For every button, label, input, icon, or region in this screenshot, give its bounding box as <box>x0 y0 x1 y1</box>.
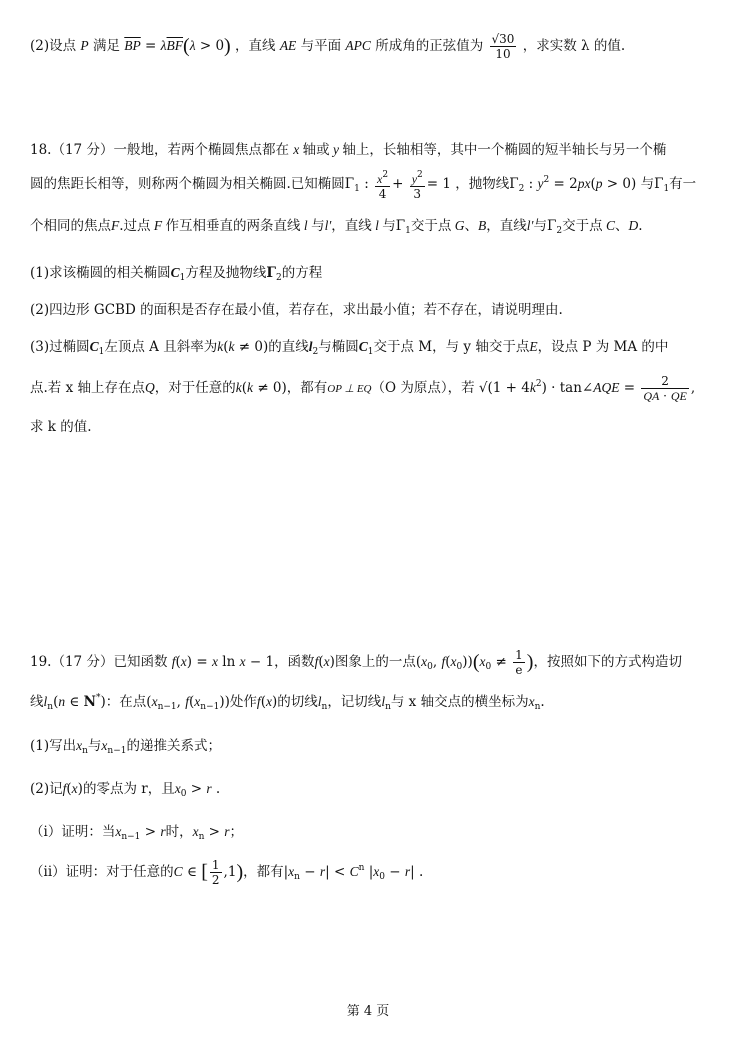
q19-part2-ii: （ii）证明：对于任意的C ∈ [ $\frac{1}{2}$ ,1)，都有$|x_n - r| < C^n$ $|x_0 - r|$ . <box>30 858 424 887</box>
q18-p2: (2)四边形 GCBD 的面积是否存在最小值，若存在，求出最小值；若不存在，请说明理由. <box>30 302 563 318</box>
frac-1-over-e: $\frac{1}{e}$ <box>515 648 523 677</box>
q18-line3d: 与 <box>311 218 325 234</box>
q19-h2: ，函数 <box>274 654 315 670</box>
math-P: P <box>80 38 89 53</box>
frac-y2-3: $\frac{y^2}{3}$ <box>411 170 423 201</box>
q18-part3-line2: 点.若 x 轴上存在点Q，对于任意的k(k ≠ 0)，都有OP ⊥ EQ（O 为原点），若 $√(1 + 4k^2)$ · tan∠AQE = $\frac{2}{\overline{QA} \cdot \overline{QE}}$ , <box>30 374 696 403</box>
q19-p2b: 的零点为 r，且 <box>82 781 175 797</box>
q19-part2: (2)记f(x)的零点为 r，且$x_0 > r$ . <box>30 781 221 799</box>
q17-part2-mid2: ，直线 <box>235 38 276 54</box>
q18-line3j: 交于点 <box>562 218 603 234</box>
q18-part3-line3 <box>30 415 92 435</box>
q18-part1: (1)求该椭圆的相关椭圆$C_1$方程及抛物线$\Gamma_2$的方程 <box>30 265 323 283</box>
q18-p3j: （O 为原点），若 <box>371 380 475 396</box>
q18-p3e: 交于点 M，与 y 轴交于点 <box>373 339 530 355</box>
q19-pi-b: 时， <box>165 824 193 840</box>
q18-part2 <box>30 298 563 318</box>
q19-part1: (1)写出$x_n$与$x_{n-1}$的递推关系式； <box>30 738 221 756</box>
q19-l2a: 线 <box>30 694 44 710</box>
q19-l2d: 的切线 <box>277 694 318 710</box>
q18-line3h: ，直线 <box>486 218 527 234</box>
q18-line2c: 与 <box>640 176 655 192</box>
q19-l2b: ：在点 <box>105 694 147 710</box>
q17-part2-mid4: 所成角的正弦值为 <box>375 38 484 54</box>
q19-l2e: ，记切线 <box>327 694 382 710</box>
q18-h3: 轴上，长轴相等，其中一个椭圆的短半轴长与另一个椭 <box>342 142 667 158</box>
fraction-sqrt30-over-10: $\frac{√30}{10}$ <box>491 32 515 61</box>
q18-line3b: 过点 <box>123 218 151 234</box>
q18-line2: 圆的焦距长相等，则称两个椭圆为相关椭圆.已知椭圆$\Gamma_1$ : $\frac{x^2}{4}$ + $\frac{y^2}{3}$ = 1 ，抛物线$\Gamma_2$ : $y^2 = 2px(p > 0)$ 与$\Gamma_1$有一 <box>30 170 697 201</box>
q18-line3: 个相同的焦点F.过点 F 作互相垂直的两条直线 l 与l′，直线 l 与$\Gamma_1$交于点 G、B，直线l′与$\Gamma_2$交于点 C、D. <box>30 218 643 236</box>
q18-p3b: 左顶点 A 且斜率为 <box>104 339 218 355</box>
q17-part2-tail: ，求实数 λ 的值. <box>522 38 626 54</box>
q18-line3g: 交于点 <box>410 218 452 234</box>
q18-line3e: ，直线 <box>331 218 372 234</box>
q19-h4: ，按照如下的方式构造切 <box>533 654 682 670</box>
q18-h2: 轴或 <box>302 142 330 158</box>
q19-pii-a: （ii）证明：对于任意的 <box>30 864 174 880</box>
q19-l2f: 与 x 轴交点的横坐标为 <box>390 694 529 710</box>
q18-p1a: (1)求该椭圆的相关椭圆 <box>30 265 171 281</box>
vector-BP: $\overline{BP}$ <box>124 38 141 53</box>
q19-pii-b: ，都有 <box>243 864 284 880</box>
q18-p3a: (3)过椭圆 <box>30 339 90 355</box>
q18-line2a: 圆的焦距长相等，则称两个椭圆为相关椭圆.已知椭圆 <box>30 176 345 192</box>
q19-pi-a: （i）证明：当 <box>30 824 116 840</box>
q19-p1c: 的递推关系式； <box>126 738 221 754</box>
q18-part3-line1: (3)过椭圆$C_1$左顶点 A 且斜率为k(k ≠ 0)的直线$l_2$与椭圆$C_1$交于点 M，与 y 轴交于点E，设点 P 为 MA 的中 <box>30 339 669 357</box>
q18-p1c: 的方程 <box>281 265 323 281</box>
q18-p3f: ，设点 P 为 MA 的中 <box>537 339 669 355</box>
q19-h3: 图象上的一点 <box>334 654 416 670</box>
q19-line2: 线$l_n(n$ ∈ N*)：在点($x_{n-1}$, $f(x_{n-1})$)处作f(x)的切线$l_n$，记切线$l_n$与 x 轴交点的横坐标为$x_n$. <box>30 693 545 712</box>
q18-p1b: 方程及抛物线 <box>185 265 267 281</box>
q19-header-line: 19.（17 分）已知函数 f(x) = x ln x − 1，函数f(x)图象上的一点($x_0$, $f(x_0))(x_0$ ≠ $\frac{1}{e}$ )，按照如下的方式构造切 <box>30 648 682 677</box>
vector-BF: $\overline{BF}$ <box>166 38 184 53</box>
q17-part2-mid3: 与平面 <box>300 38 342 54</box>
q17-part2-prefix: (2)设点 <box>30 38 77 54</box>
q19-p1a: (1)写出 <box>30 738 77 754</box>
q18-line3c: 作互相垂直的两条直线 <box>165 218 301 234</box>
q18-p3i: ，都有 <box>286 380 328 396</box>
q19-p2a: (2)记 <box>30 781 63 797</box>
q17-part2-mid1: 满足 <box>92 38 120 54</box>
page-footer: 第 4 页 <box>346 1004 390 1019</box>
q18-line2b: ，抛物线 <box>455 176 510 192</box>
q18-line3a: 个相同的焦点 <box>30 218 111 234</box>
q17-part2-line: (2)设点 P 满足 $\overline{BP} = \lambda\overline{BF}(\lambda > 0)$ ，直线 AE 与平面 APC 所成角的正弦值为 $\frac{√30}{10}$ ，求实数 λ 的值. <box>30 32 626 61</box>
q18-p3g: 点.若 x 轴上存在点 <box>30 380 145 396</box>
frac-2-over-QA-QE: $\frac{2}{\overline{QA} \cdot \overline{QE}}$ <box>643 374 687 403</box>
q18-header: 18.（17 分）一般地，若两个椭圆焦点都在 <box>30 142 289 158</box>
q19-p1b: 与 <box>87 738 102 754</box>
q18-p3h: ，对于任意的 <box>154 380 236 396</box>
q18-line2d: 有一 <box>669 176 697 192</box>
frac-1-over-2: $\frac{1}{2}$ <box>211 858 220 887</box>
q19-part2-i: （i）证明：当$x_{n-1} > r$时，$x_n > r$； <box>30 824 244 842</box>
q18-line3i: 与 <box>533 218 547 234</box>
q18-p3c: 的直线 <box>268 339 309 355</box>
q18-p3d: 与椭圆 <box>318 339 359 355</box>
q18-p3k: 求 k 的值. <box>30 419 92 435</box>
frac-x2-4: $\frac{x^2}{4}$ <box>377 170 389 201</box>
q19-l2c: 处作 <box>229 694 257 710</box>
q19-header: 19.（17 分）已知函数 <box>30 654 168 670</box>
q18-header-line: 18.（17 分）一般地，若两个椭圆焦点都在 x 轴或 y 轴上，长轴相等，其中一个椭圆的短半轴长与另一个椭 <box>30 142 667 158</box>
q18-line3f: 与 <box>382 218 396 234</box>
